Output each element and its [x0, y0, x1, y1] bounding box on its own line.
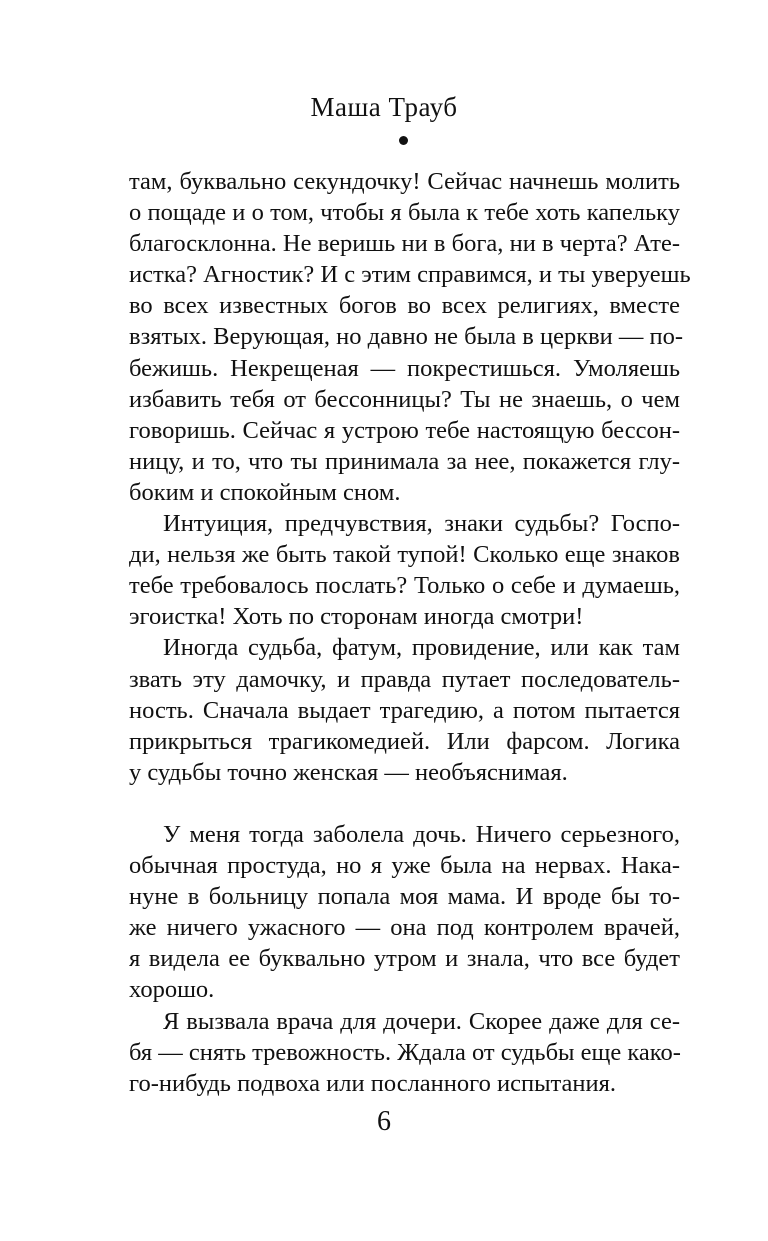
text-line: хорошо. [129, 976, 215, 1004]
text-line: звать эту дамочку, и правда путает последователь- [129, 665, 680, 693]
body-text [129, 166, 691, 1099]
text-line: Иногда судьба, фатум, провидение, или как там [163, 634, 680, 662]
section-break [129, 788, 680, 819]
text-line: прикрыться трагикомедией. Или фарсом. Логика [129, 727, 680, 755]
text-line: говоришь. Сейчас я устрою тебе настоящую бессон- [129, 416, 680, 444]
text-line: ди, нельзя же быть такой тупой! Сколько еще знаков [129, 541, 680, 569]
text-line: бя — снять тревожность. Ждала от судьбы еще како- [129, 1038, 681, 1066]
text-line: Я вызвала врача для дочери. Скорее даже для се- [163, 1007, 680, 1035]
page-number: 6 [377, 1106, 391, 1137]
text-line: боким и спокойным сном. [129, 478, 401, 506]
text-line: во всех известных богов во всех религиях, вместе [129, 292, 680, 320]
text-line: же ничего ужасного — она под контролем врачей, [129, 914, 680, 942]
text-line: благосклонна. Не веришь ни в бога, ни в черта? Ате- [129, 230, 680, 258]
text-line: у судьбы точно женская — необъяснимая. [129, 758, 568, 786]
text-line: го-нибудь подвоха или посланного испытания. [129, 1069, 617, 1097]
text-line: обычная простуда, но я уже была на нервах. Нака- [129, 852, 680, 880]
text-line: взятых. Верующая, но давно не была в церкви — по- [129, 323, 684, 351]
text-line: я видела ее буквально утром и знала, что все будет [129, 945, 680, 973]
running-head-author: Маша Трауб [310, 92, 458, 122]
text-line: Интуиция, предчувствия, знаки судьбы? Госпо- [163, 510, 680, 538]
text-line: нуне в больницу попала моя мама. И вроде бы то- [129, 883, 680, 911]
text-line: ницу, и то, что ты принимала за нее, покажется глу- [129, 447, 680, 475]
text-line: о пощаде и о том, чтобы я была к тебе хоть капельку [129, 199, 680, 227]
text-line: избавить тебя от бессонницы? Ты не знаешь, о чем [129, 385, 680, 413]
text-line: там, буквально секундочку! Сейчас начнешь молить [129, 168, 680, 195]
text-line: эгоистка! Хоть по сторонам иногда смотри! [129, 603, 584, 631]
text-line: У меня тогда заболела дочь. Ничего серьезного, [163, 820, 680, 848]
text-line: ность. Сначала выдает трагедию, а потом пытается [129, 696, 680, 724]
text-line: тебе требовалось послать? Только о себе и думаешь, [129, 572, 680, 600]
text-line: бежишь. Некрещеная — покрестишься. Умоляешь [129, 354, 680, 382]
header-bullet-ornament [399, 136, 408, 145]
text-line: истка? Агностик? И с этим справимся, и ты уверуешь [129, 261, 691, 289]
